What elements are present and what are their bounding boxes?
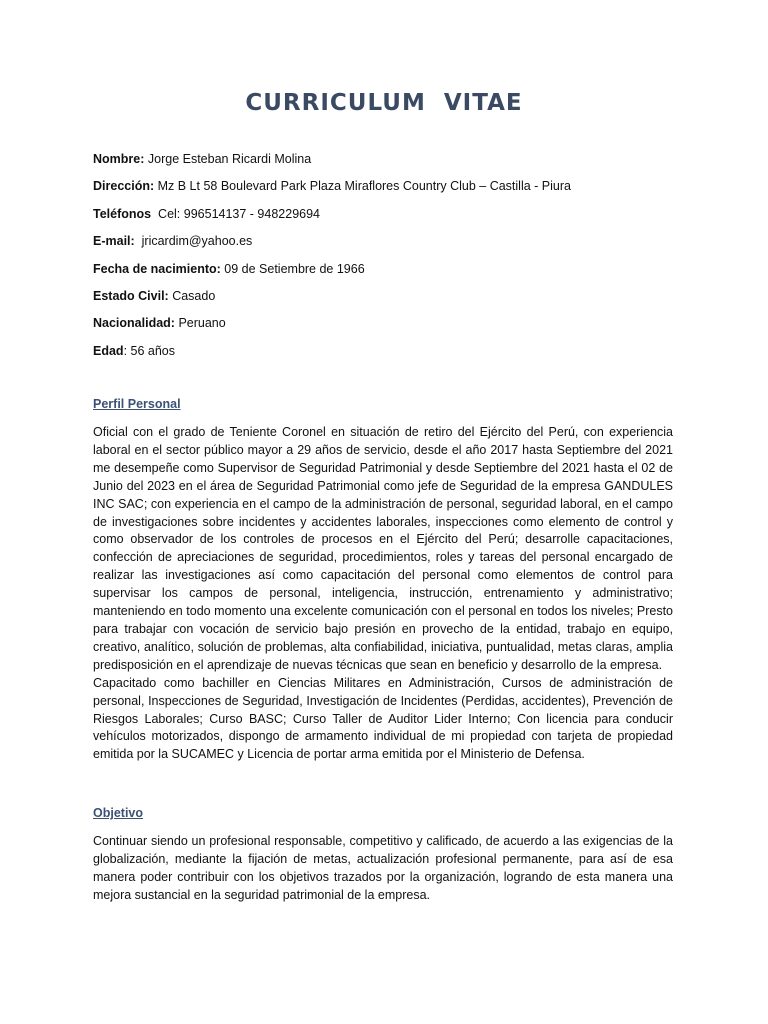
section-heading-perfil: Perfil Personal <box>93 397 181 411</box>
field-edad <box>93 342 571 360</box>
field-label: Edad <box>93 343 124 358</box>
perfil-text <box>93 424 673 764</box>
field-value: Jorge Esteban Ricardi Molina <box>144 152 312 166</box>
field-direccion <box>93 177 571 195</box>
field-telefonos <box>93 205 571 223</box>
field-label: Dirección: <box>93 179 155 194</box>
field-value: Mz B Lt 58 Boulevard Park Plaza Miraflores Country Club – Castilla - Piura <box>154 179 571 194</box>
objetivo-text <box>93 833 673 905</box>
paragraph: Continuar siendo un profesional responsable, competitivo y calificado, de acuerdo a las exigencias de la globalización, mediante la fijación de metas, actualización profesional permanente, para así de esa manera poder contribuir con los objetivos trazados por la organización, logrando de esta manera una mejora sustancial en la seguridad patrimonial de la empresa. <box>93 834 673 902</box>
field-label: Teléfonos <box>93 206 152 221</box>
field-label: Nacionalidad: <box>93 316 175 331</box>
field-label: Fecha de nacimiento: <box>93 261 221 276</box>
page-title: CURRICULUM VITAE <box>245 90 523 116</box>
field-nombre <box>93 150 571 168</box>
field-value: jricardim@yahoo.es <box>134 234 253 249</box>
field-email <box>93 232 571 250</box>
section-heading-objetivo: Objetivo <box>93 806 144 820</box>
personal-data <box>93 150 571 369</box>
field-nacionalidad <box>93 314 571 332</box>
paragraph: Capacitado como bachiller en Ciencias Militares en Administración, Cursos de administración de personal, Inspecciones de Seguridad, Investigación de Incidentes (Perdidas, accidentes), Prevención de Riesgos Laborales; Curso BASC; Curso Taller de Auditor Lider Interno; Con licencia para conducir vehículos motorizados, dispongo de armamento individual de mi propiedad con tarjeta de propiedad emitida por la SUCAMEC y Licencia de portar arma emitida por el Ministerio de Defensa. <box>93 675 673 762</box>
field-value: Cel: 996514137 - 948229694 <box>151 206 320 221</box>
field-value: 09 de Setiembre de 1966 <box>220 261 365 276</box>
field-value: Casado <box>168 288 216 303</box>
field-label: Nombre: <box>93 152 145 166</box>
paragraph: Oficial con el grado de Teniente Coronel en situación de retiro del Ejército del Perú, con experiencia laboral en el sector público mayor a 29 años de servicio, desde el año 2017 hasta Septiembre del 2021 me desempeñe como Supervisor de Seguridad Patrimonial y desde Septiembre del 2021 hasta el 02 de Junio del 2023 en el área de Seguridad Patrimonial como jefe de Seguridad de la empresa GANDULES INC SAC; con experiencia en el campo de la administración de personal, seguridad laboral, en el campo de investigaciones sobre incidentes y accidentes laborales, inspecciones como elemento de control y como observador de los controles de procesos en el Ejército del Perú; desarrolle capacitaciones, confección de apreciaciones de seguridad, procedimientos, roles y tareas del personal encargado de realizar las investigaciones así como capacitación del personal como elementos de control para supervisar los campos de personal, inteligencia, instrucción, entrenamiento y administrativo; manteniendo en todo momento una excelente comunicación con el personal en todos los niveles; Presto para trabajar con vocación de servicio bajo presión en provecho de la entidad, trabajo en equipo, creativo, analítico, solución de problemas, alta confiabilidad, iniciativa, puntualidad, metas claras, amplia predisposición en el aprendizaje de nuevas técnicas que sean en beneficio y desarrollo de la empresa. <box>93 425 673 672</box>
field-estado-civil <box>93 287 571 305</box>
field-value: : 56 años <box>123 343 175 358</box>
field-fecha-nacimiento <box>93 260 571 278</box>
field-value: Peruano <box>174 316 226 331</box>
field-label: E-mail: <box>93 234 135 249</box>
field-label: Estado Civil: <box>93 288 169 303</box>
